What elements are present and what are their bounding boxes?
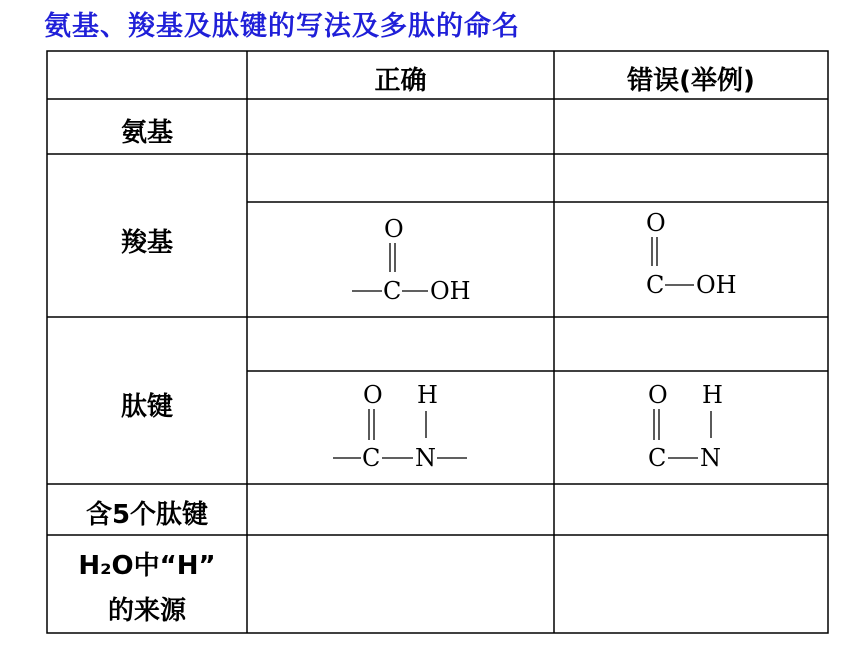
atom-o: O <box>384 215 404 243</box>
row-label-h2o-line1: H₂O中“H” <box>78 551 216 581</box>
atom-o: O <box>363 381 383 409</box>
header-wrong: 错误(举例) <box>627 66 755 96</box>
atom-h: H <box>702 381 723 409</box>
row-label-carboxyl: 羧基 <box>120 228 173 258</box>
atom-o: O <box>646 209 666 237</box>
row-label-h2o-line2: 的来源 <box>107 596 186 626</box>
row-label-amino: 氨基 <box>120 118 173 148</box>
atom-n: N <box>700 444 721 472</box>
atom-c: C <box>362 444 381 472</box>
atom-c: C <box>648 444 667 472</box>
row-label-peptide: 肽键 <box>120 392 173 422</box>
atom-oh: OH <box>430 277 471 305</box>
carboxyl-correct-formula <box>340 212 490 312</box>
atom-n: N <box>415 444 436 472</box>
atom-o: O <box>648 381 668 409</box>
atom-h: H <box>417 381 438 409</box>
peptide-correct-formula <box>325 378 485 478</box>
carboxyl-wrong-formula <box>630 206 760 306</box>
atom-oh: OH <box>696 271 737 299</box>
header-correct: 正确 <box>374 66 427 96</box>
row-label-five-bonds: 含5个肽键 <box>85 500 209 530</box>
peptide-wrong-formula <box>630 378 750 478</box>
page-title: 氨基、羧基及肽键的写法及多肽的命名 <box>44 11 520 42</box>
atom-c: C <box>383 277 402 305</box>
atom-c: C <box>646 271 665 299</box>
